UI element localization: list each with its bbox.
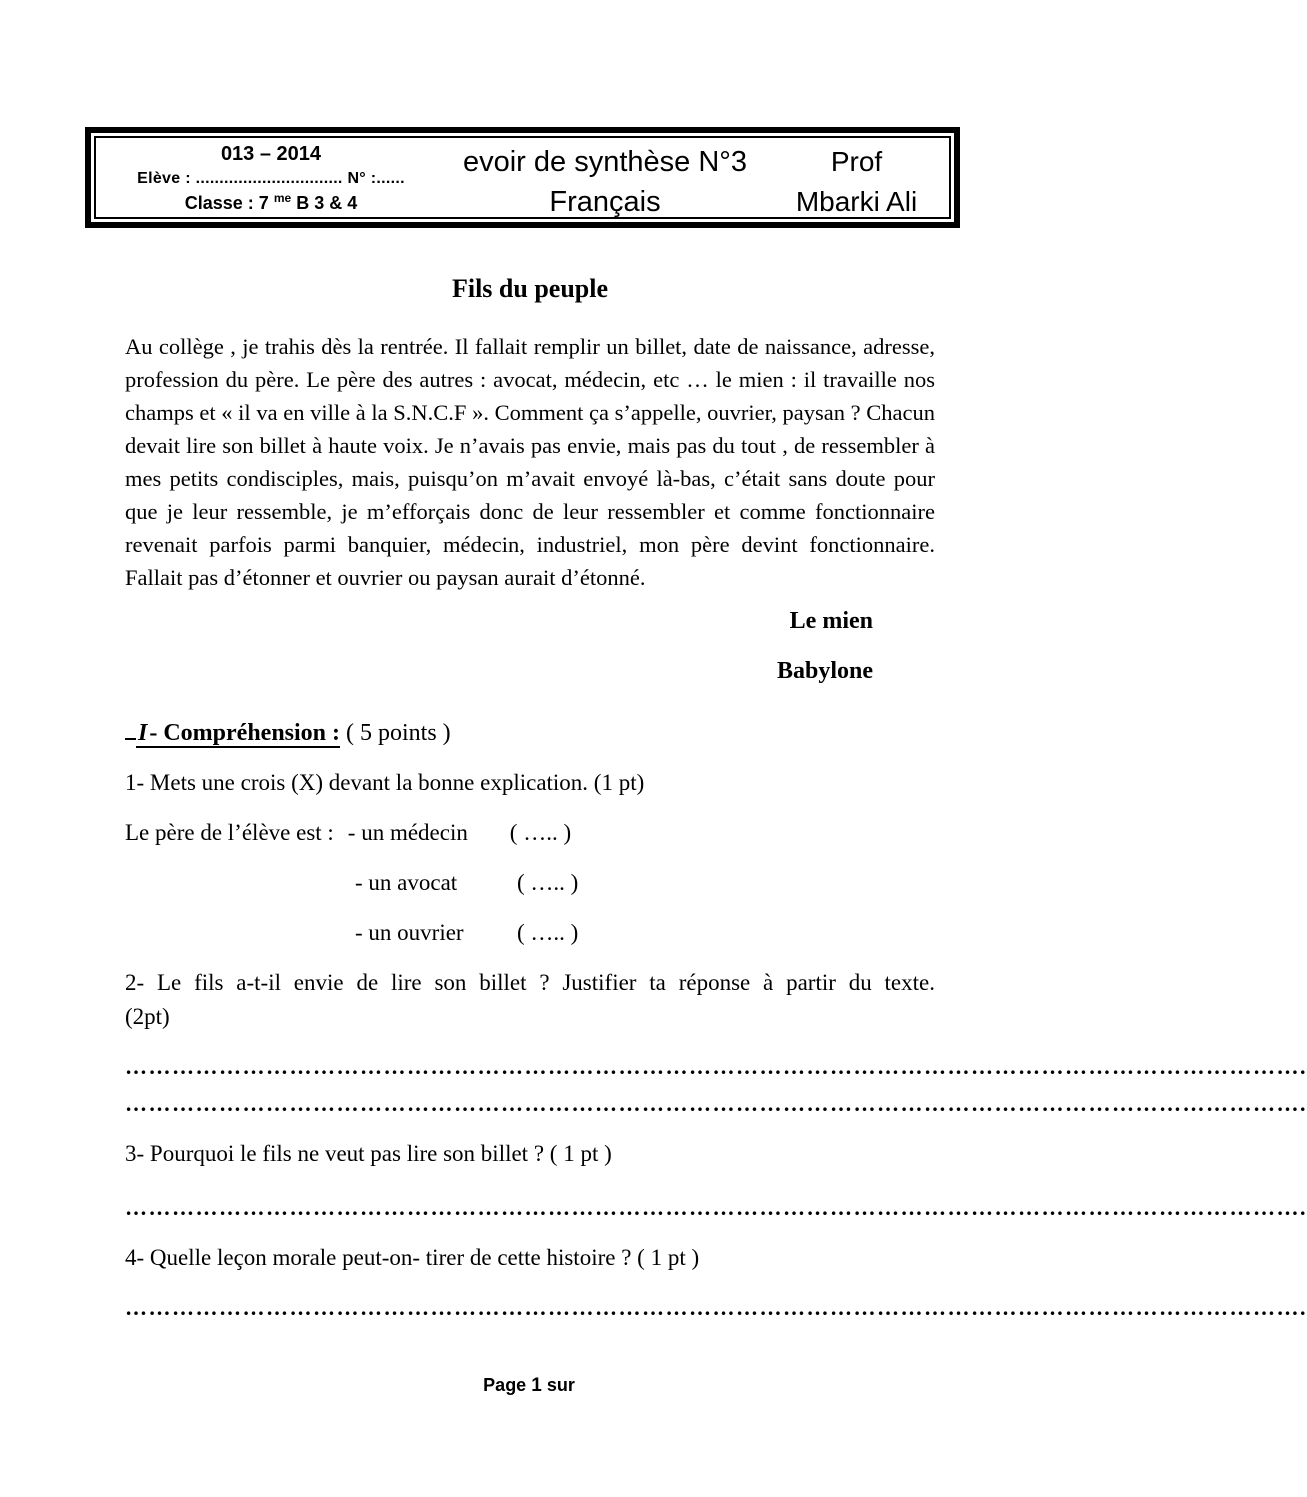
student-number-blank: ...... [376, 170, 405, 187]
school-year: 013 – 2014 [220, 143, 322, 165]
choice-ouvrier: - un ouvrier [355, 920, 464, 945]
question-3: 3- Pourquoi le fils ne veut pas lire son billet ? ( 1 pt ) [125, 1141, 612, 1166]
header-prof-info [764, 138, 949, 217]
answer-line: ……………………………………………………………………………………………………………………………………. [125, 1054, 1307, 1079]
section-title: - Compréhension : [149, 720, 341, 746]
choice-medecin-blank: ( ….. ) [509, 820, 572, 845]
header-student-info [96, 138, 446, 217]
answer-line: ……………………………………………………………………………………………………………………………………. [125, 1295, 1307, 1320]
student-dotted-blank: ............................... [195, 170, 343, 187]
class-label: Classe : 7 [184, 192, 269, 213]
section-heading-comprehension [125, 714, 935, 750]
reading-text-paragraph: Au collège , je trahis dès la rentrée. Il fallait remplir un billet, date de naissance, adresse, profession du père. Le père des autres : avocat, médecin, etc … le mien : il travaille nos champs et « il va en ville à la S.N.C.F ». Comment ça s’appelle, ouvrier, paysan ? Chacun devait lire son billet à haute voix. Je n’avais pas envie, mais pas du tout , de ressembler à mes petits condisciples, mais, puisqu’on m’avait envoyé là-bas, c’était sans doute pour que je leur ressemble, je m’efforçais donc de leur ressembler et comme fonctionnaire revenait parfois parmi banquier, médecin, industriel, mon père devint fonctionnaire. Fallait pas d’étonner et ouvrier ou paysan aurait d’étonné. [125, 334, 935, 590]
attribution-line-2: Babylone [776, 658, 873, 684]
section-roman-numeral: I [138, 720, 148, 746]
choice-avocat-blank: ( ….. ) [517, 870, 579, 895]
exam-title-line: evoir de synthèse N°3 [462, 146, 748, 178]
exam-subject: Français [549, 186, 661, 218]
prof-label: Prof [830, 146, 883, 177]
class-rest: B 3 & 4 [291, 192, 358, 213]
student-number-label: N° : [347, 170, 377, 187]
question-1-stem-row [125, 816, 935, 850]
question-4: 4- Quelle leçon morale peut-on- tirer de cette histoire ? ( 1 pt ) [125, 1245, 700, 1270]
page-footer [0, 1375, 1058, 1397]
student-name-line [96, 168, 446, 190]
choice-ouvrier-blank: ( ….. ) [517, 920, 579, 945]
exam-header-inner [94, 136, 951, 219]
choice-avocat: - un avocat [355, 870, 458, 895]
choice-row-avocat [355, 866, 935, 900]
page-suffix: sur [546, 1375, 575, 1395]
choice-medecin: - un médecin [347, 820, 468, 845]
question-1-stem: Le père de l’élève est : [125, 820, 334, 845]
header-exam-title [446, 138, 764, 217]
answer-line: ……………………………………………………………………………………………………………………………………. [125, 1195, 1307, 1220]
attribution-line-1: Le mien [789, 608, 873, 634]
answer-line: ……………………………………………………………………………………………………………………………………. [125, 1091, 1307, 1116]
class-superscript: me [273, 190, 292, 205]
page-label: Page [483, 1375, 527, 1395]
question-2: 2- Le fils a-t-il envie de lire son billet ? Justifier ta réponse à partir du texte. [125, 970, 935, 995]
page-number: 1 [531, 1375, 542, 1396]
underline-mark [125, 714, 136, 740]
question-1: 1- Mets une crois (X) devant la bonne explication. (1 pt) [125, 770, 645, 795]
prof-name: Mbarki Ali [795, 186, 918, 217]
class-line [96, 190, 446, 215]
section-points: ( 5 points ) [346, 720, 451, 746]
text-title: Fils du peuple [451, 274, 609, 303]
student-label: Elève : [137, 170, 191, 187]
choice-row-ouvrier [355, 916, 935, 950]
exam-header-box [85, 127, 960, 228]
question-2-points: (2pt) [125, 1004, 170, 1029]
